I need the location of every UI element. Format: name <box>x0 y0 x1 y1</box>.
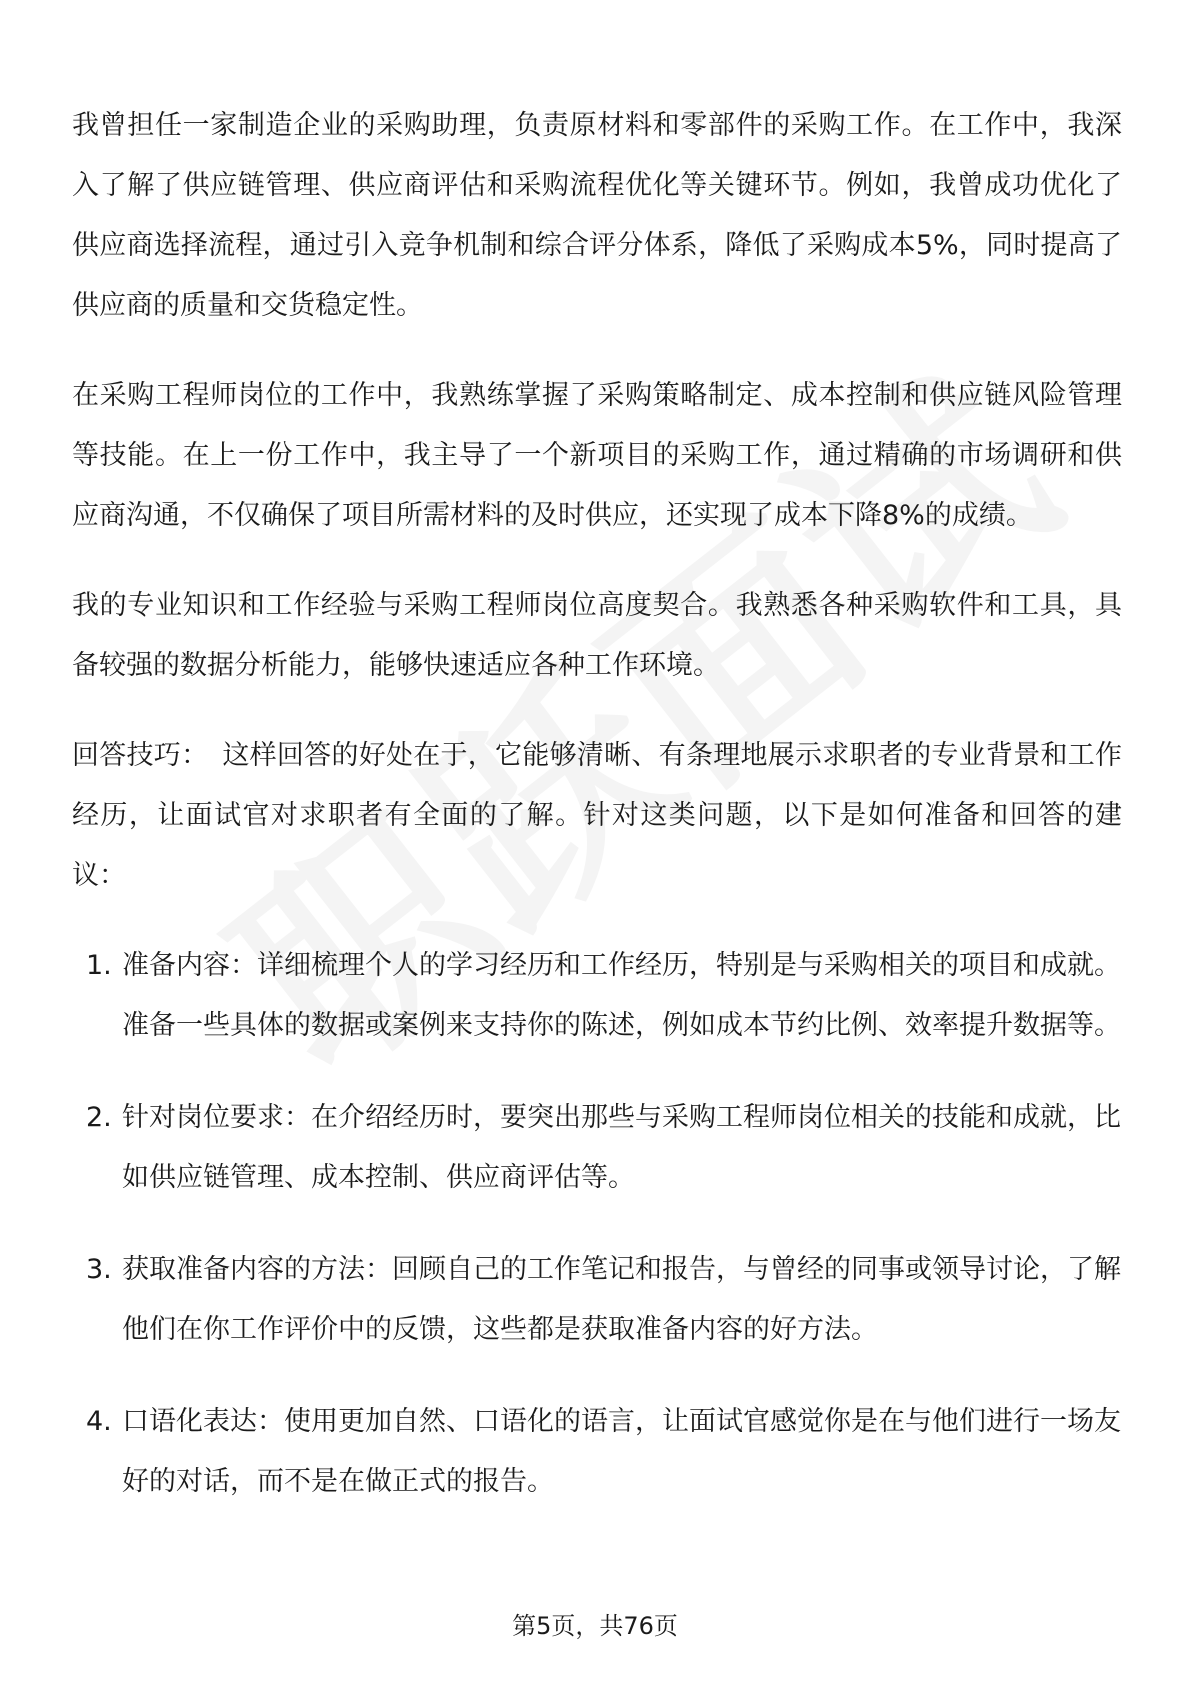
list-item-text: 口语化表达：使用更加自然、口语化的语言，让面试官感觉你是在与他们进行一场友好的对话，而不是在做正式的报告。 <box>122 1406 1121 1497</box>
page-content <box>72 96 1122 1544</box>
list-item-text: 获取准备内容的方法：回顾自己的工作笔记和报告，与曾经的同事或领导讨论，了解他们在你工作评价中的反馈，这些都是获取准备内容的好方法。 <box>122 1254 1121 1345</box>
tips-text: 这样回答的好处在于，它能够清晰、有条理地展示求职者的专业背景和工作经历，让面试官对求职者有全面的了解。针对这类问题，以下是如何准备和回答的建议： <box>72 740 1123 891</box>
paragraph-3: 我的专业知识和工作经验与采购工程师岗位高度契合。我熟悉各种采购软件和工具，具备较强的数据分析能力，能够快速适应各种工作环境。 <box>72 590 1122 681</box>
tips-label: 回答技巧： <box>72 740 209 771</box>
list-item-text: 准备内容：详细梳理个人的学习经历和工作经历，特别是与采购相关的项目和成就。准备一些具体的数据或案例来支持你的陈述，例如成本节约比例、效率提升数据等。 <box>122 950 1121 1041</box>
list-item-number: 1. <box>86 950 112 981</box>
list-item <box>72 1240 1122 1360</box>
paragraph-2: 在采购工程师岗位的工作中，我熟练掌握了采购策略制定、成本控制和供应链风险管理等技能。在上一份工作中，我主导了一个新项目的采购工作，通过精确的市场调研和供应商沟通，不仅确保了项目所需材料的及时供应，还实现了成本下降8%的成绩。 <box>72 380 1122 531</box>
page-number-footer: 第5页，共76页 <box>512 1612 678 1640</box>
list-item-number: 2. <box>86 1102 112 1133</box>
tips-paragraph <box>72 726 1122 906</box>
list-item <box>72 1392 1122 1512</box>
list-item-number: 3. <box>86 1254 112 1285</box>
list-item-number: 4. <box>86 1406 112 1437</box>
list-item-text: 针对岗位要求：在介绍经历时，要突出那些与采购工程师岗位相关的技能和成就，比如供应链管理、成本控制、供应商评估等。 <box>122 1102 1121 1193</box>
tips-list <box>72 936 1122 1512</box>
list-item <box>72 936 1122 1056</box>
paragraph-1: 我曾担任一家制造企业的采购助理，负责原材料和零部件的采购工作。在工作中，我深入了解了供应链管理、供应商评估和采购流程优化等关键环节。例如，我曾成功优化了供应商选择流程，通过引入竞争机制和综合评分体系，降低了采购成本5%，同时提高了供应商的质量和交货稳定性。 <box>72 110 1122 321</box>
list-item <box>72 1088 1122 1208</box>
